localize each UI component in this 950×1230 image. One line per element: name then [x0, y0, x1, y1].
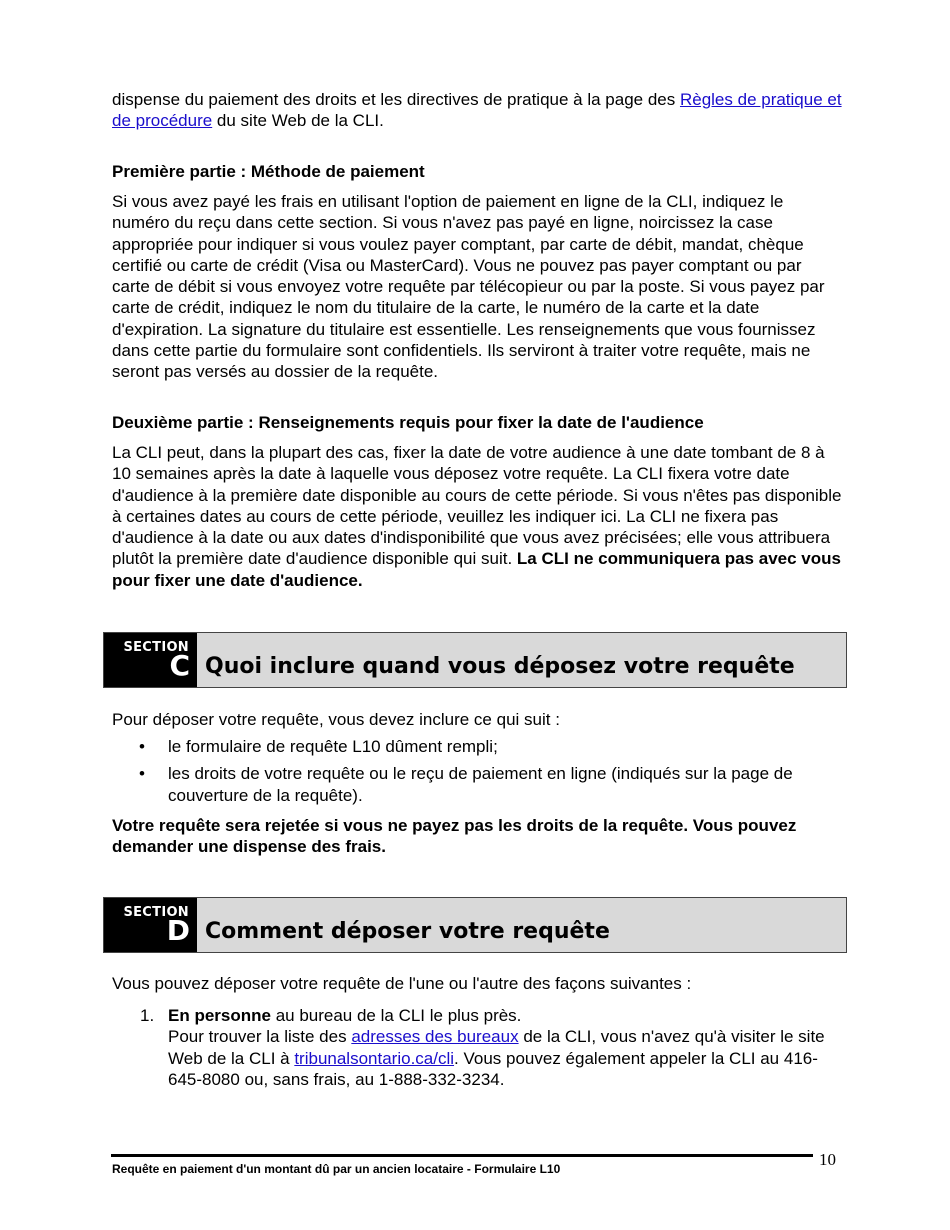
- section-c-title: Quoi inclure quand vous déposez votre requête: [205, 654, 795, 679]
- intro-paragraph: [112, 89, 842, 132]
- tribunals-website-link[interactable]: tribunalsontario.ca/cli: [294, 1048, 455, 1068]
- section-d-label: SECTION: [123, 905, 189, 920]
- phone-text: . Vous pouvez également appeler la CLI au 416-645-8080 ou, sans frais, au 1-888-332-3234.: [168, 1048, 818, 1089]
- section-d-title: Comment déposer votre requête: [205, 919, 610, 944]
- part1-body: Si vous avez payé les frais en utilisant l'option de paiement en ligne de la CLI, indiquez le numéro du reçu dans cette section. Si vous n'avez pas payé en ligne, noircissez la case appropriée pour indiquer si vous voulez payer comptant, par carte de débit, mandat, chèque certifié ou carte de crédit (Visa ou MasterCard). Vous ne pouvez pas payer comptant ou par carte de débit si vous envoyez votre requête par télécopieur ou par la poste. Si vous payez par carte de crédit, indiquez le nom du titulaire de la carte, le numéro de la carte et la date d'expiration. La signature du titulaire est essentielle. Les renseignements que vous fournissez dans cette partie du formulaire sont confidentiels. Ils serviront à traiter votre requête, mais ne seront pas versés au dossier de la requête.: [112, 192, 825, 382]
- bullet-marker: •: [139, 737, 145, 756]
- part2-body: [112, 442, 842, 591]
- offices-text: Pour trouver la liste des: [168, 1027, 352, 1047]
- intro-text-end: du site Web de la CLI.: [212, 111, 384, 131]
- list-item-text: les droits de votre requête ou le reçu de paiement en ligne (indiqués sur la page de couverture de la requête).: [168, 764, 793, 805]
- list-item: [112, 1005, 842, 1090]
- section-c-letter: C: [169, 649, 190, 682]
- rules-procedure-link[interactable]: Règles de pratique et de procédure: [112, 90, 842, 131]
- part2-body-text: La CLI peut, dans la plupart des cas, fixer la date de votre audience à une date tombant de 8 à 10 semaines après la date à laquelle vous déposez votre requête. La CLI fixera votre date d'audience à la première date disponible au cours de cette période. Si vous n'êtes pas disponible à certaines dates au cours de cette période, veuillez les indiquer ici. La CLI ne fixera pas d'audience à la date ou aux dates d'indisponibilité que vous avez précisées; elle vous attribuera plutôt la première date d'audience disponible qui suit.: [112, 443, 842, 569]
- intro-text: dispense du paiement des droits et les directives de pratique à la page des: [112, 90, 680, 109]
- section-c-warning: Votre requête sera rejetée si vous ne payez pas les droits de la requête. Vous pouvez demander une dispense des frais.: [112, 816, 797, 857]
- footer-title: Requête en paiement d'un montant dû par un ancien locataire - Formulaire L10: [112, 1162, 561, 1176]
- list-item-text: le formulaire de requête L10 dûment rempli;: [168, 737, 498, 756]
- section-c-bullet-list: [112, 736, 842, 812]
- list-item: [112, 736, 842, 757]
- bullet-marker: •: [139, 764, 145, 784]
- section-c-header: [103, 632, 847, 688]
- section-c-label: SECTION: [123, 640, 189, 655]
- section-d-letter: D: [166, 914, 190, 947]
- part2-heading: Deuxième partie : Renseignements requis pour fixer la date de l'audience: [112, 413, 704, 432]
- section-d-numbered-list: [112, 1005, 842, 1090]
- list-item-number: 1.: [140, 1006, 155, 1025]
- in-person-text: au bureau de la CLI le plus près.: [270, 1006, 522, 1025]
- section-d-header: [103, 897, 847, 953]
- part1-heading: Première partie : Méthode de paiement: [112, 162, 425, 181]
- page-number: 10: [819, 1150, 836, 1169]
- footer-divider: [111, 1154, 813, 1157]
- section-c-badge: [104, 633, 197, 687]
- list-item: [112, 763, 842, 806]
- part2-body-bold: La CLI ne communiquera pas avec vous pour fixer une date d'audience.: [112, 549, 841, 590]
- in-person-label: En personne: [168, 1006, 271, 1025]
- section-c-intro: Pour déposer votre requête, vous devez inclure ce qui suit :: [112, 710, 560, 729]
- office-addresses-link[interactable]: adresses des bureaux: [351, 1027, 519, 1047]
- website-text: de la CLI, vous n'avez qu'à visiter le site Web de la CLI à: [168, 1027, 825, 1068]
- section-d-intro: Vous pouvez déposer votre requête de l'une ou l'autre des façons suivantes :: [112, 974, 692, 993]
- section-d-badge: [104, 898, 197, 952]
